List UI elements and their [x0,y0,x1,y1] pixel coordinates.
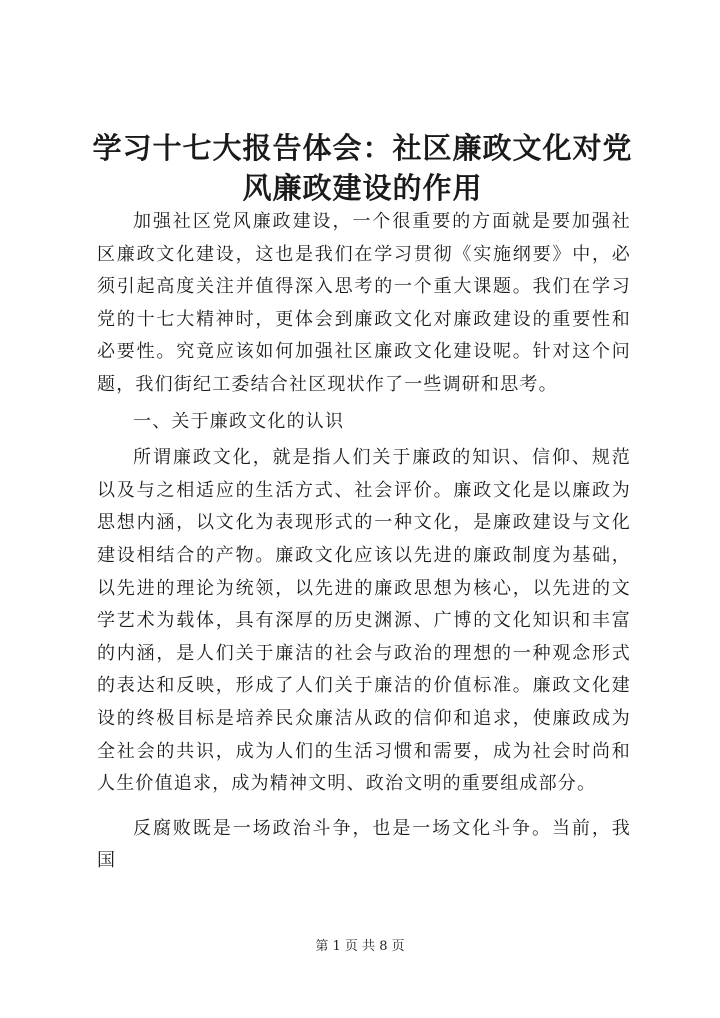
document-title: 学习十七大报告体会：社区廉政文化对党风廉政建设的作用 [92,131,633,205]
page-footer: 第 1 页 共 8 页 [315,939,405,954]
paragraph-anti-corruption: 反腐败既是一场政治斗争，也是一场文化斗争。当前，我国 [97,817,631,872]
paragraph-gap [97,801,631,813]
paragraph-intro: 加强社区党风廉政建设，一个很重要的方面就是要加强社区廉政文化建设，这也是我们在学习贯彻《实施纲要》中，必须引起高度关注并值得深入思考的一个重大课题。我们在学习党的十七大精神时，更体会到廉政文化对廉政建设的重要性和必要性。究竟应该如何加强社区廉政文化建设呢。针对这个问题，我们街纪工委结合社区现状作了一些调研和思考。 [97,211,631,395]
paragraph-definition: 所谓廉政文化，就是指人们关于廉政的知识、信仰、规范以及与之相适应的生活方式、社会评价。廉政文化是以廉政为思想内涵，以文化为表现形式的一种文化，是廉政建设与文化建设相结合的产物。廉政文化应该以先进的廉政制度为基础，以先进的理论为统领，以先进的廉政思想为核心，以先进的文学艺术为载体，具有深厚的历史渊源、广博的文化知识和丰富的内涵，是人们关于廉洁的社会与政治的理想的一种观念形式的表达和反映，形成了人们关于廉洁的价值标准。廉政文化建设的终极目标是培养民众廉洁从政的信仰和追求，使廉政成为全社会的共识，成为人们的生活习惯和需要，成为社会时尚和人生价值追求，成为精神文明、政治文明的重要组成部分。 [97,447,631,795]
document-body [97,206,631,878]
section-heading-1: 一、关于廉政文化的认识 [133,410,345,432]
